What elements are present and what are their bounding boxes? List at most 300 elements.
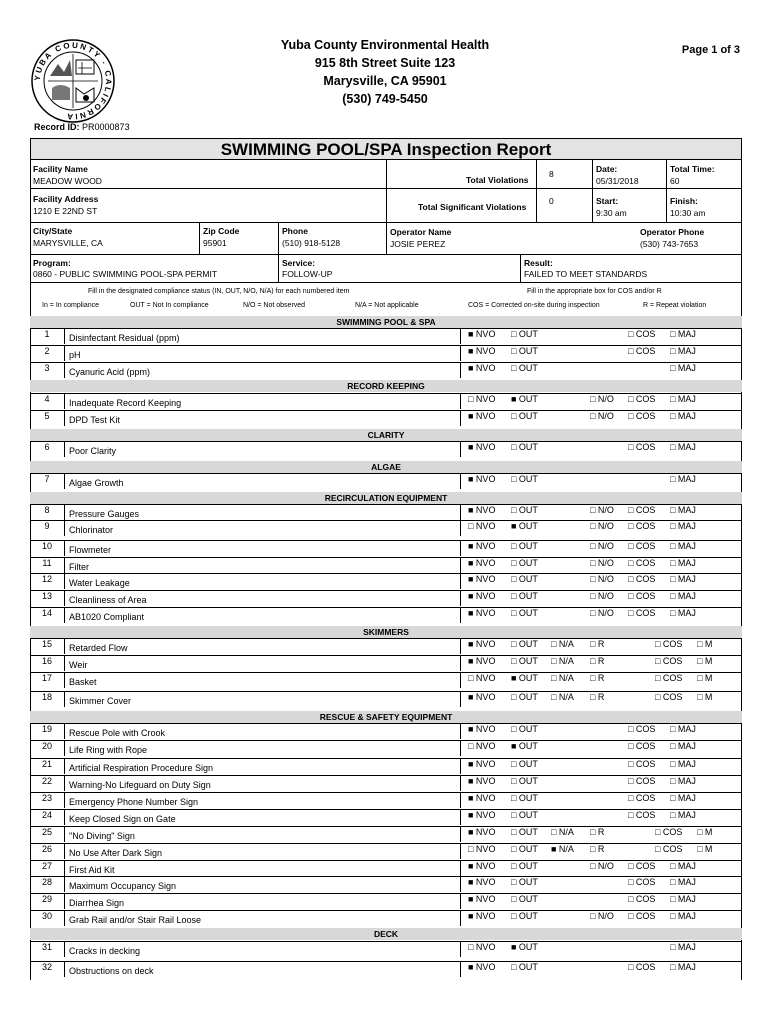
date-value: 05/31/2018 — [596, 176, 639, 186]
status-checkbox[interactable]: □ MAJ — [670, 411, 696, 421]
status-checkbox[interactable]: □ OUT — [511, 759, 538, 769]
item-number: 8 — [44, 505, 50, 515]
item-number: 17 — [41, 673, 52, 683]
column-divider — [64, 504, 65, 520]
column-divider — [460, 740, 461, 756]
status-checkbox[interactable]: □ COS — [655, 656, 683, 666]
operator-phone-label: Operator Phone — [640, 227, 705, 237]
status-checkbox[interactable]: □ NVO — [468, 844, 496, 854]
status-checkbox[interactable]: □ NVO — [468, 673, 496, 683]
item-number: 26 — [41, 844, 52, 854]
item-number: 16 — [41, 656, 52, 666]
column-divider — [64, 843, 65, 859]
item-name: Basket — [69, 677, 97, 687]
status-checkbox[interactable]: □ COS — [628, 911, 656, 921]
item-name: Poor Clarity — [69, 446, 117, 456]
column-divider — [460, 910, 461, 926]
column-divider — [64, 573, 65, 589]
column-divider — [64, 393, 65, 409]
item-name: Warning-No Lifeguard on Duty Sign — [69, 780, 211, 790]
legend-no: N/O = Not observed — [243, 302, 306, 309]
divider — [536, 160, 537, 222]
item-number: 27 — [41, 861, 52, 871]
status-checkbox[interactable]: ■ NVO — [468, 962, 496, 972]
status-checkbox[interactable]: ■ NVO — [468, 346, 496, 356]
item-name: Pressure Gauges — [69, 509, 140, 519]
item-name: Algae Growth — [69, 478, 124, 488]
status-checkbox[interactable]: □ COS — [628, 394, 656, 404]
status-checkbox[interactable]: ■ NVO — [468, 911, 496, 921]
divider — [199, 222, 200, 254]
column-divider — [460, 826, 461, 842]
item-name: Cyanuric Acid (ppm) — [69, 367, 151, 377]
status-checkbox[interactable]: □ N/O — [590, 541, 614, 551]
date-label: Date: — [596, 164, 618, 174]
status-checkbox[interactable]: ■ NVO — [468, 505, 496, 515]
status-checkbox[interactable]: □ N/A — [551, 673, 574, 683]
status-checkbox[interactable]: □ COS — [655, 844, 683, 854]
legend-na: N/A = Not applicable — [355, 302, 419, 309]
column-divider — [460, 345, 461, 361]
section-header: RECORD KEEPING — [30, 380, 742, 392]
column-divider — [460, 590, 461, 606]
status-checkbox[interactable]: □ OUT — [511, 776, 538, 786]
item-number: 23 — [41, 793, 52, 803]
column-divider — [460, 540, 461, 556]
status-checkbox[interactable]: □ MAJ — [670, 911, 696, 921]
divider — [666, 160, 667, 222]
column-divider — [460, 393, 461, 409]
significant-violations-label: Total Significant Violations — [418, 202, 527, 212]
svg-text:YUBA COUNTY · CALIFORNIA: YUBA COUNTY · CALIFORNIA — [32, 40, 114, 122]
status-checkbox[interactable]: □ COS — [628, 810, 656, 820]
status-checkbox[interactable]: □ N/O — [590, 394, 614, 404]
status-checkbox[interactable]: □ NVO — [468, 521, 496, 531]
status-checkbox[interactable]: □ COS — [628, 329, 656, 339]
operator-phone: (530) 743-7653 — [640, 239, 699, 249]
status-checkbox[interactable]: ■ NVO — [468, 329, 496, 339]
status-checkbox[interactable]: □ COS — [628, 591, 656, 601]
column-divider — [460, 860, 461, 876]
row-divider — [30, 826, 742, 827]
status-checkbox[interactable]: ■ NVO — [468, 411, 496, 421]
facility-address-label: Facility Address — [33, 194, 99, 204]
status-checkbox[interactable]: ■ NVO — [468, 656, 496, 666]
zip-code: 95901 — [203, 238, 227, 248]
item-number: 10 — [41, 541, 52, 551]
status-checkbox[interactable]: □ OUT — [511, 861, 538, 871]
status-checkbox[interactable]: ■ NVO — [468, 810, 496, 820]
item-number: 11 — [42, 558, 52, 568]
status-checkbox[interactable]: □ MAJ — [670, 474, 696, 484]
status-checkbox[interactable]: □ MAJ — [670, 591, 696, 601]
status-checkbox[interactable]: ■ NVO — [468, 793, 496, 803]
column-divider — [64, 557, 65, 573]
item-number: 28 — [41, 877, 52, 887]
status-checkbox[interactable]: □ MAJ — [670, 861, 696, 871]
facility-address: 1210 E 22ND ST — [33, 206, 98, 216]
item-name: Emergency Phone Number Sign — [69, 797, 199, 807]
item-name: Keep Closed Sign on Gate — [69, 814, 176, 824]
status-checkbox[interactable]: □ COS — [628, 741, 656, 751]
status-checkbox[interactable]: □ OUT — [511, 363, 538, 373]
status-checkbox[interactable]: □ R — [590, 827, 605, 837]
item-number: 30 — [41, 911, 52, 921]
status-checkbox[interactable]: ■ OUT — [511, 394, 538, 404]
status-checkbox[interactable]: □ MAJ — [670, 724, 696, 734]
status-checkbox[interactable]: □ OUT — [511, 827, 538, 837]
column-divider — [460, 775, 461, 791]
status-checkbox[interactable]: □ OUT — [511, 474, 538, 484]
status-checkbox[interactable]: □ OUT — [511, 639, 538, 649]
status-checkbox[interactable]: □ MAJ — [670, 776, 696, 786]
program-label: Program: — [33, 258, 71, 268]
column-divider — [64, 590, 65, 606]
item-name: Retarded Flow — [69, 643, 128, 653]
column-divider — [460, 941, 461, 957]
item-name: Cracks in decking — [69, 946, 141, 956]
status-checkbox[interactable]: □ N/O — [590, 574, 614, 584]
column-divider — [460, 328, 461, 344]
column-divider — [64, 723, 65, 739]
status-checkbox[interactable]: ■ NVO — [468, 541, 496, 551]
status-checkbox[interactable]: □ MAJ — [670, 363, 696, 373]
status-checkbox[interactable]: □ COS — [628, 793, 656, 803]
program: 0860 - PUBLIC SWIMMING POOL-SPA PERMIT — [33, 269, 218, 279]
status-checkbox[interactable]: □ N/A — [551, 827, 574, 837]
section-header: SKIMMERS — [30, 626, 742, 638]
status-checkbox[interactable]: □ MAJ — [670, 894, 696, 904]
status-checkbox[interactable]: ■ NVO — [468, 574, 496, 584]
status-checkbox[interactable]: □ OUT — [511, 505, 538, 515]
status-checkbox[interactable]: □ OUT — [511, 442, 538, 452]
status-checkbox[interactable]: □ N/A — [551, 692, 574, 702]
status-checkbox[interactable]: □ COS — [655, 639, 683, 649]
status-checkbox[interactable]: □ M — [697, 639, 713, 649]
total-violations: 8 — [549, 169, 554, 179]
column-divider — [460, 607, 461, 623]
item-name: Weir — [69, 660, 88, 670]
status-checkbox[interactable]: □ NVO — [468, 394, 496, 404]
column-divider — [64, 910, 65, 926]
status-checkbox[interactable]: □ R — [590, 639, 605, 649]
item-number: 15 — [41, 639, 52, 649]
item-number: 7 — [44, 474, 50, 484]
status-checkbox[interactable]: □ COS — [628, 442, 656, 452]
item-number: 18 — [41, 692, 52, 702]
status-checkbox[interactable]: □ COS — [628, 776, 656, 786]
column-divider — [64, 520, 65, 536]
column-divider — [460, 410, 461, 426]
status-checkbox[interactable]: □ COS — [655, 692, 683, 702]
status-checkbox[interactable]: □ N/O — [590, 861, 614, 871]
column-divider — [64, 876, 65, 892]
item-number: 2 — [44, 346, 50, 356]
status-checkbox[interactable]: □ N/O — [590, 558, 614, 568]
status-checkbox[interactable]: □ R — [590, 673, 605, 683]
item-name: Inadequate Record Keeping — [69, 398, 182, 408]
divider — [30, 254, 742, 255]
status-checkbox[interactable]: □ N/O — [590, 911, 614, 921]
status-checkbox[interactable]: □ OUT — [511, 793, 538, 803]
status-checkbox[interactable]: □ N/O — [590, 608, 614, 618]
item-number: 25 — [41, 827, 52, 837]
status-checkbox[interactable]: □ OUT — [511, 411, 538, 421]
item-name: Grab Rail and/or Stair Rail Loose — [69, 915, 202, 925]
status-checkbox[interactable]: □ COS — [628, 541, 656, 551]
status-checkbox[interactable]: □ M — [697, 692, 713, 702]
result: FAILED TO MEET STANDARDS — [524, 269, 648, 279]
column-divider — [460, 893, 461, 909]
column-divider — [64, 473, 65, 489]
status-checkbox[interactable]: □ MAJ — [670, 541, 696, 551]
status-checkbox[interactable]: □ MAJ — [670, 942, 696, 952]
status-checkbox[interactable]: □ COS — [628, 608, 656, 618]
status-checkbox[interactable]: □ N/O — [590, 521, 614, 531]
column-divider — [460, 809, 461, 825]
status-checkbox[interactable]: □ R — [590, 656, 605, 666]
item-number: 20 — [41, 741, 52, 751]
column-divider — [460, 655, 461, 671]
column-divider — [64, 672, 65, 688]
column-divider — [460, 362, 461, 378]
status-checkbox[interactable]: □ COS — [628, 574, 656, 584]
status-checkbox[interactable]: ■ NVO — [468, 558, 496, 568]
phone: (510) 918-5128 — [282, 238, 341, 248]
item-name: AB1020 Compliant — [69, 612, 145, 622]
status-checkbox[interactable]: ■ NVO — [468, 827, 496, 837]
column-divider — [460, 792, 461, 808]
column-divider — [64, 758, 65, 774]
status-checkbox[interactable]: □ COS — [628, 877, 656, 887]
row-divider — [30, 655, 742, 656]
section-header: RESCUE & SAFETY EQUIPMENT — [30, 711, 742, 723]
status-checkbox[interactable]: □ N/O — [590, 591, 614, 601]
status-checkbox[interactable]: ■ NVO — [468, 474, 496, 484]
status-checkbox[interactable]: ■ NVO — [468, 894, 496, 904]
divider — [386, 160, 387, 254]
status-checkbox[interactable]: □ MAJ — [670, 741, 696, 751]
column-divider — [460, 758, 461, 774]
status-checkbox[interactable]: □ MAJ — [670, 962, 696, 972]
legend-r: R = Repeat violation — [643, 302, 707, 309]
item-name: Skimmer Cover — [69, 696, 132, 706]
status-checkbox[interactable]: □ OUT — [511, 877, 538, 887]
status-checkbox[interactable]: □ OUT — [511, 608, 538, 618]
column-divider — [64, 328, 65, 344]
status-checkbox[interactable]: □ MAJ — [670, 394, 696, 404]
status-checkbox[interactable]: ■ NVO — [468, 591, 496, 601]
status-checkbox[interactable]: ■ NVO — [468, 861, 496, 871]
item-number: 5 — [44, 411, 50, 421]
item-name: Flowmeter — [69, 545, 112, 555]
column-divider — [460, 672, 461, 688]
section-header: CLARITY — [30, 429, 742, 441]
status-checkbox[interactable]: ■ OUT — [511, 942, 538, 952]
finish-value: 10:30 am — [670, 208, 706, 218]
legend-cos: COS = Corrected on-site during inspection — [468, 302, 600, 309]
column-divider — [460, 441, 461, 457]
status-checkbox[interactable]: □ MAJ — [670, 793, 696, 803]
status-checkbox[interactable]: □ OUT — [511, 346, 538, 356]
operator-name: JOSIE PEREZ — [390, 239, 446, 249]
column-divider — [460, 520, 461, 536]
status-checkbox[interactable]: □ OUT — [511, 724, 538, 734]
status-checkbox[interactable]: ■ NVO — [468, 724, 496, 734]
status-checkbox[interactable]: □ MAJ — [670, 521, 696, 531]
zip-label: Zip Code — [203, 226, 240, 236]
agency-phone: (530) 749-5450 — [342, 92, 428, 106]
page-indicator: Page 1 of 3 — [681, 44, 740, 56]
item-number: 19 — [41, 724, 52, 734]
status-checkbox[interactable]: □ MAJ — [670, 505, 696, 515]
divider — [520, 254, 521, 282]
status-checkbox[interactable]: □ OUT — [511, 894, 538, 904]
status-checkbox[interactable]: ■ NVO — [468, 442, 496, 452]
status-checkbox[interactable]: ■ OUT — [511, 673, 538, 683]
item-number: 24 — [41, 810, 52, 820]
status-checkbox[interactable]: □ OUT — [511, 692, 538, 702]
item-name: Filter — [69, 562, 89, 572]
item-number: 3 — [44, 363, 50, 373]
status-checkbox[interactable]: ■ NVO — [468, 692, 496, 702]
status-checkbox[interactable]: ■ NVO — [468, 776, 496, 786]
status-checkbox[interactable]: ■ N/A — [551, 844, 574, 854]
column-divider — [64, 775, 65, 791]
status-checkbox[interactable]: □ COS — [628, 962, 656, 972]
status-checkbox[interactable]: □ OUT — [511, 541, 538, 551]
column-divider — [460, 723, 461, 739]
status-checkbox[interactable]: □ OUT — [511, 844, 538, 854]
item-name: pH — [69, 350, 81, 360]
status-checkbox[interactable]: □ M — [697, 673, 713, 683]
status-checkbox[interactable]: ■ OUT — [511, 521, 538, 531]
status-checkbox[interactable]: □ OUT — [511, 911, 538, 921]
status-checkbox[interactable]: □ MAJ — [670, 574, 696, 584]
status-checkbox[interactable]: □ OUT — [511, 591, 538, 601]
item-number: 21 — [41, 759, 52, 769]
column-divider — [64, 809, 65, 825]
status-checkbox[interactable]: ■ NVO — [468, 608, 496, 618]
item-name: DPD Test Kit — [69, 415, 120, 425]
item-number: 31 — [41, 942, 52, 952]
status-checkbox[interactable]: ■ OUT — [511, 741, 538, 751]
status-checkbox[interactable]: □ COS — [628, 505, 656, 515]
status-checkbox[interactable]: □ N/O — [590, 411, 614, 421]
section-header: SWIMMING POOL & SPA — [30, 316, 742, 328]
status-checkbox[interactable]: □ MAJ — [670, 810, 696, 820]
item-name: No Use After Dark Sign — [69, 848, 163, 858]
status-checkbox[interactable]: □ MAJ — [670, 608, 696, 618]
status-checkbox[interactable]: □ COS — [628, 894, 656, 904]
section-header: RECIRCULATION EQUIPMENT — [30, 492, 742, 504]
status-checkbox[interactable]: □ MAJ — [670, 442, 696, 452]
result-label: Result: — [524, 258, 553, 268]
column-divider — [64, 740, 65, 756]
status-checkbox[interactable]: □ OUT — [511, 810, 538, 820]
status-checkbox[interactable]: □ NVO — [468, 741, 496, 751]
status-checkbox[interactable]: □ OUT — [511, 574, 538, 584]
legend-out: OUT = Not In compliance — [130, 302, 209, 309]
column-divider — [64, 691, 65, 707]
column-divider — [64, 410, 65, 426]
item-number: 6 — [44, 442, 50, 452]
row-divider — [30, 362, 742, 363]
column-divider — [64, 961, 65, 977]
column-divider — [64, 441, 65, 457]
column-divider — [460, 876, 461, 892]
phone-label: Phone — [282, 226, 308, 236]
status-checkbox[interactable]: □ MAJ — [670, 759, 696, 769]
facility-name-label: Facility Name — [33, 164, 88, 174]
row-divider — [30, 638, 742, 639]
legend-right-note: Fill in the appropriate box for COS and/or R — [527, 288, 662, 295]
status-checkbox[interactable]: □ N/A — [551, 656, 574, 666]
column-divider — [460, 573, 461, 589]
start-value: 9:30 am — [596, 208, 627, 218]
item-name: "No Diving" Sign — [69, 831, 135, 841]
record-id-label: Record ID: — [34, 122, 80, 132]
column-divider — [460, 473, 461, 489]
status-checkbox[interactable]: □ COS — [628, 411, 656, 421]
status-checkbox[interactable]: □ COS — [628, 558, 656, 568]
status-checkbox[interactable]: □ COS — [628, 861, 656, 871]
status-checkbox[interactable]: ■ NVO — [468, 877, 496, 887]
column-divider — [64, 638, 65, 654]
row-divider — [30, 473, 742, 474]
status-checkbox[interactable]: □ R — [590, 844, 605, 854]
status-checkbox[interactable]: □ OUT — [511, 656, 538, 666]
status-checkbox[interactable]: □ MAJ — [670, 329, 696, 339]
status-checkbox[interactable]: □ COS — [628, 521, 656, 531]
status-checkbox[interactable]: □ MAJ — [670, 558, 696, 568]
item-number: 32 — [41, 962, 52, 972]
item-name: Obstructions on deck — [69, 966, 154, 976]
status-checkbox[interactable]: □ M — [697, 656, 713, 666]
divider — [278, 222, 279, 282]
item-name: Diarrhea Sign — [69, 898, 125, 908]
status-checkbox[interactable]: □ MAJ — [670, 346, 696, 356]
status-checkbox[interactable]: □ N/A — [551, 639, 574, 649]
status-checkbox[interactable]: □ COS — [628, 346, 656, 356]
item-name: Maximum Occupancy Sign — [69, 881, 177, 891]
divider — [30, 282, 742, 283]
status-checkbox[interactable]: □ MAJ — [670, 877, 696, 887]
status-checkbox[interactable]: □ N/O — [590, 505, 614, 515]
status-checkbox[interactable]: □ COS — [628, 759, 656, 769]
status-checkbox[interactable]: □ COS — [628, 724, 656, 734]
status-checkbox[interactable]: ■ NVO — [468, 363, 496, 373]
status-checkbox[interactable]: □ OUT — [511, 329, 538, 339]
column-divider — [64, 893, 65, 909]
row-divider — [30, 941, 742, 942]
status-checkbox[interactable]: □ NVO — [468, 942, 496, 952]
status-checkbox[interactable]: ■ NVO — [468, 639, 496, 649]
status-checkbox[interactable]: □ OUT — [511, 962, 538, 972]
status-checkbox[interactable]: □ COS — [655, 827, 683, 837]
status-checkbox[interactable]: □ R — [590, 692, 605, 702]
item-name: Disinfectant Residual (ppm) — [69, 333, 180, 343]
item-number: 22 — [41, 776, 52, 786]
agency-address: 915 8th Street Suite 123 — [314, 56, 456, 70]
status-checkbox[interactable]: □ M — [697, 844, 713, 854]
item-number: 9 — [44, 521, 50, 531]
column-divider — [460, 504, 461, 520]
status-checkbox[interactable]: □ COS — [655, 673, 683, 683]
status-checkbox[interactable]: □ OUT — [511, 558, 538, 568]
status-checkbox[interactable]: ■ NVO — [468, 759, 496, 769]
status-checkbox[interactable]: □ M — [697, 827, 713, 837]
